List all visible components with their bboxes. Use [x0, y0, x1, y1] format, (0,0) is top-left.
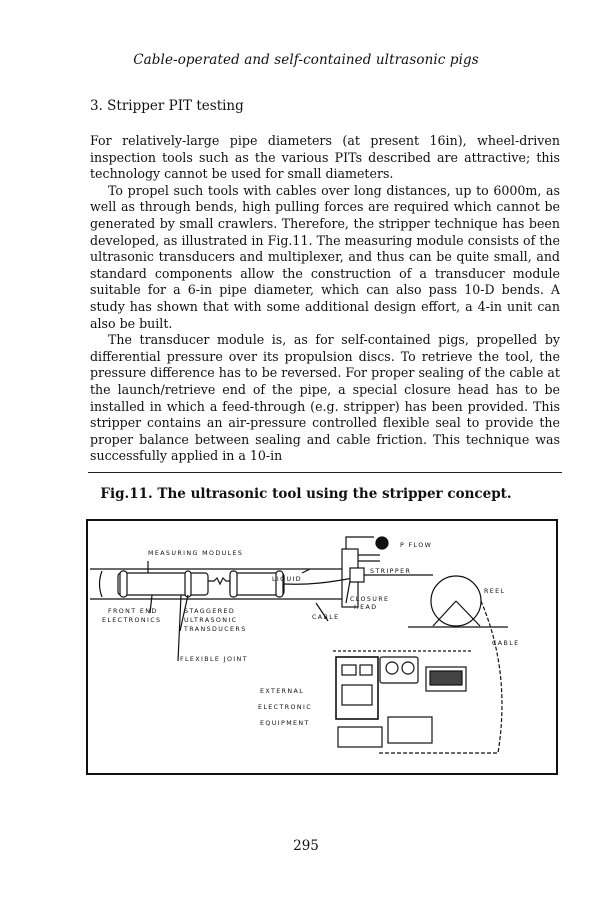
- equipment-screen-2: [360, 665, 372, 675]
- reel-stand-left: [433, 601, 456, 626]
- stripper-diagram: [88, 521, 556, 773]
- front-disc: [120, 571, 127, 597]
- label-transducers: TRANSDUCERS: [184, 626, 247, 633]
- label-head: HEAD: [354, 604, 378, 611]
- label-reel: REEL: [484, 588, 506, 595]
- transducer-disc: [230, 571, 237, 597]
- label-ultrasonic: ULTRASONIC: [184, 617, 238, 624]
- label-stripper: STRIPPER: [370, 568, 412, 575]
- closure-valve: [350, 568, 364, 582]
- keyboard: [338, 727, 382, 747]
- flexible-joint: [208, 578, 230, 584]
- equipment-panel: [342, 685, 372, 705]
- flow-pipe: [346, 537, 374, 549]
- label-flexible-joint: FLEXIBLE JOINT: [180, 656, 248, 663]
- divider: [88, 472, 562, 473]
- flow-valve-icon: [376, 537, 388, 549]
- label-closure: CLOSURE: [350, 596, 390, 603]
- front-end-module: [118, 573, 208, 595]
- label-front-end: FRONT END: [108, 608, 158, 615]
- page-number: 295: [293, 838, 319, 854]
- running-header: Cable-operated and self-contained ultrasonic pigs: [133, 52, 479, 68]
- tape-recorder: [380, 657, 418, 683]
- label-liquid: LIQUID: [272, 576, 303, 583]
- label-p-flow: P FLOW: [400, 542, 433, 549]
- label-electronic: ELECTRONIC: [258, 704, 313, 711]
- label-cable-2: CABLE: [492, 640, 520, 647]
- paragraph: To propel such tools with cables over long distances, up to 6000m, as well as through bends, high pulling forces are required which cannot be generated by small crawlers. Therefore, the stripper technique has been developed, as illustrated in Fig.11. The measuring module consists of the ultrasonic transducers and multiplexer, and thus can be quite small, and standard components allow the construction of a transducer module suitable for a 6-in pipe diameter, which can also pass 10-D bends. A study has shown that with some additional design effort, a 4-in unit can also be built.: [90, 182, 560, 331]
- paragraph: For relatively-large pipe diameters (at present 16in), wheel-driven inspection tools such as the various PITs described are attractive; this technology cannot be used for small diameters.: [90, 133, 560, 182]
- label-staggered: STAGGERED: [184, 608, 236, 615]
- paragraph: The transducer module is, as for self-contained pigs, propelled by differential pressure over its propulsion discs. To retrieve the tool, the pressure difference has to be reversed. For proper sealing of the cable at the launch/retrieve end of the pipe, a special closure head has to be installed in which a feed-through (e.g. stripper) has been provided. This stripper contains an air-pressure controlled flexible seal to provide the proper balance between sealing and cable friction. This technique was successfully applied in a 10-in: [90, 332, 560, 464]
- equipment-screen: [342, 665, 356, 675]
- section-title: 3. Stripper PIT testing: [90, 98, 244, 114]
- rear-disc: [185, 571, 191, 597]
- label-measuring-modules: MEASURING MODULES: [148, 550, 244, 557]
- label-cable: CABLE: [312, 614, 340, 621]
- body-text: [90, 133, 560, 465]
- control-box: [388, 717, 432, 743]
- figure-caption: Fig.11. The ultrasonic tool using the stripper concept.: [100, 486, 512, 502]
- label-external: EXTERNAL: [260, 688, 305, 695]
- tape-reel-icon: [402, 662, 414, 674]
- tape-reel-icon: [386, 662, 398, 674]
- monitor-screen: [430, 671, 462, 685]
- transducer-disc-rear: [276, 571, 283, 597]
- label-front-end-2: ELECTRONICS: [102, 617, 162, 624]
- pipe-end-cap: [100, 571, 103, 597]
- label-equipment: EQUIPMENT: [260, 720, 310, 727]
- figure-diagram: [86, 519, 558, 775]
